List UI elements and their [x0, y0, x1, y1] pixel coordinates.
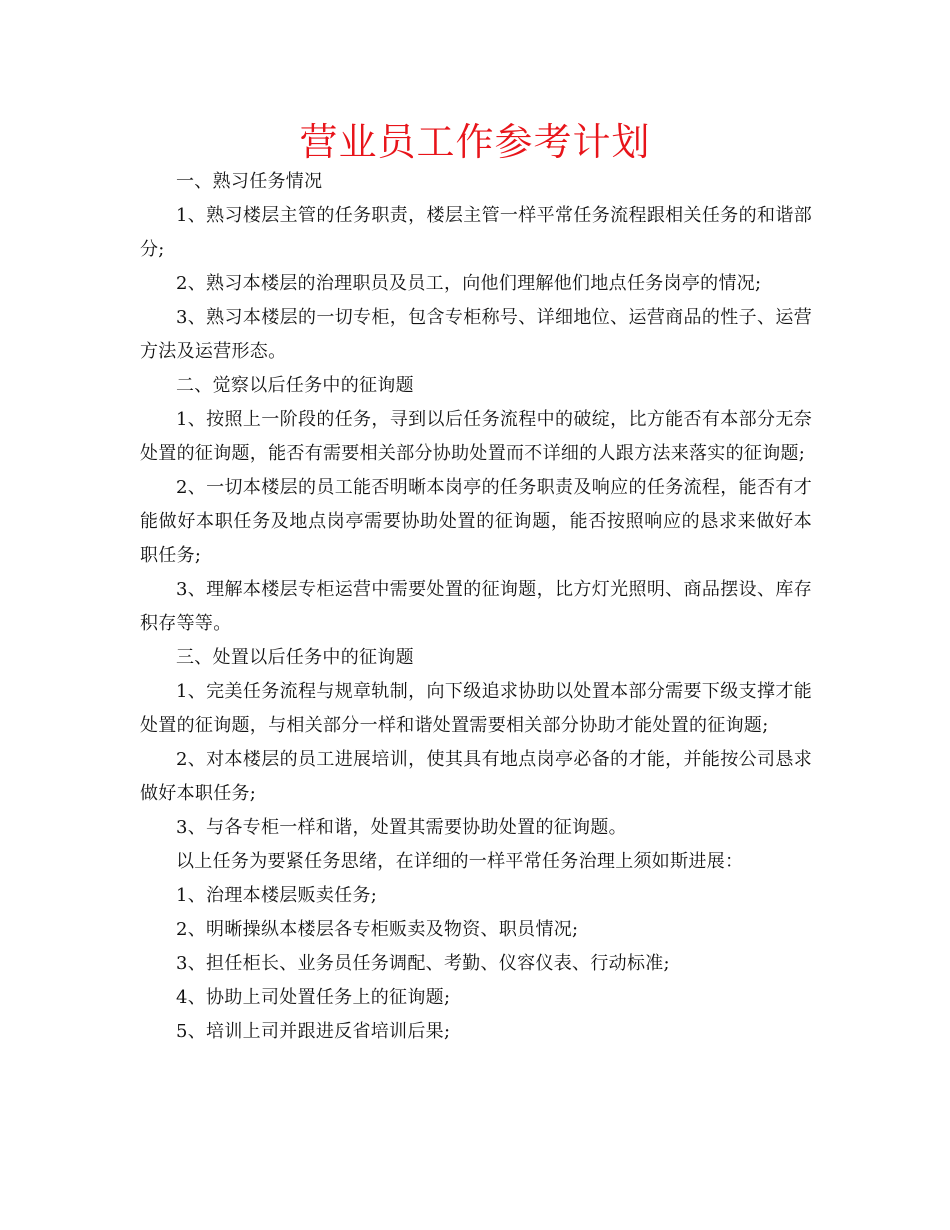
paragraph: 2、对本楼层的员工进展培训，使其具有地点岗亭必备的才能，并能按公司恳求做好本职任务; [140, 749, 812, 804]
paragraph: 1、完美任务流程与规章轨制，向下级追求协助以处置本部分需要下级支撑才能处置的征询题，与相关部分一样和谐处置需要相关部分协助才能处置的征询题; [140, 681, 812, 736]
list-item: 2、明晰操纵本楼层各专柜贩卖及物资、职员情况; [176, 919, 579, 940]
section-heading-2: 二、觉察以后任务中的征询题 [176, 375, 414, 396]
paragraph: 3、熟习本楼层的一切专柜，包含专柜称号、详细地位、运营商品的性子、运营方法及运营形态。 [140, 307, 812, 362]
paragraph: 3、与各专柜一样和谐，处置其需要协助处置的征询题。 [176, 817, 627, 838]
document-body [140, 165, 812, 1049]
paragraph: 2、一切本楼层的员工能否明晰本岗亭的任务职责及响应的任务流程，能否有才能做好本职任务及地点岗亭需要协助处置的征询题，能否按照响应的恳求来做好本职任务; [140, 477, 812, 566]
list-item: 3、担任柜长、业务员任务调配、考勤、仪容仪表、行动标准; [176, 953, 670, 974]
paragraph: 1、按照上一阶段的任务，寻到以后任务流程中的破绽，比方能否有本部分无奈处置的征询题，能否有需要相关部分协助处置而不详细的人跟方法来落实的征询题; [140, 409, 812, 464]
document-title: 营业员工作参考计划 [299, 120, 651, 164]
list-item: 5、培训上司并跟进反省培训后果; [176, 1021, 451, 1042]
list-item: 1、治理本楼层贩卖任务; [176, 885, 378, 906]
list-item: 4、协助上司处置任务上的征询题; [176, 987, 451, 1008]
summary-paragraph: 以上任务为要紧任务思绪，在详细的一样平常任务治理上须如斯进展： [176, 851, 744, 872]
paragraph: 2、熟习本楼层的治理职员及员工，向他们理解他们地点任务岗亭的情况; [176, 273, 762, 294]
section-heading-1: 一、熟习任务情况 [176, 171, 323, 192]
paragraph: 1、熟习楼层主管的任务职责，楼层主管一样平常任务流程跟相关任务的和谐部分; [140, 205, 812, 260]
paragraph: 3、理解本楼层专柜运营中需要处置的征询题，比方灯光照明、商品摆设、库存积存等等。 [140, 579, 812, 634]
section-heading-3: 三、处置以后任务中的征询题 [176, 647, 414, 668]
